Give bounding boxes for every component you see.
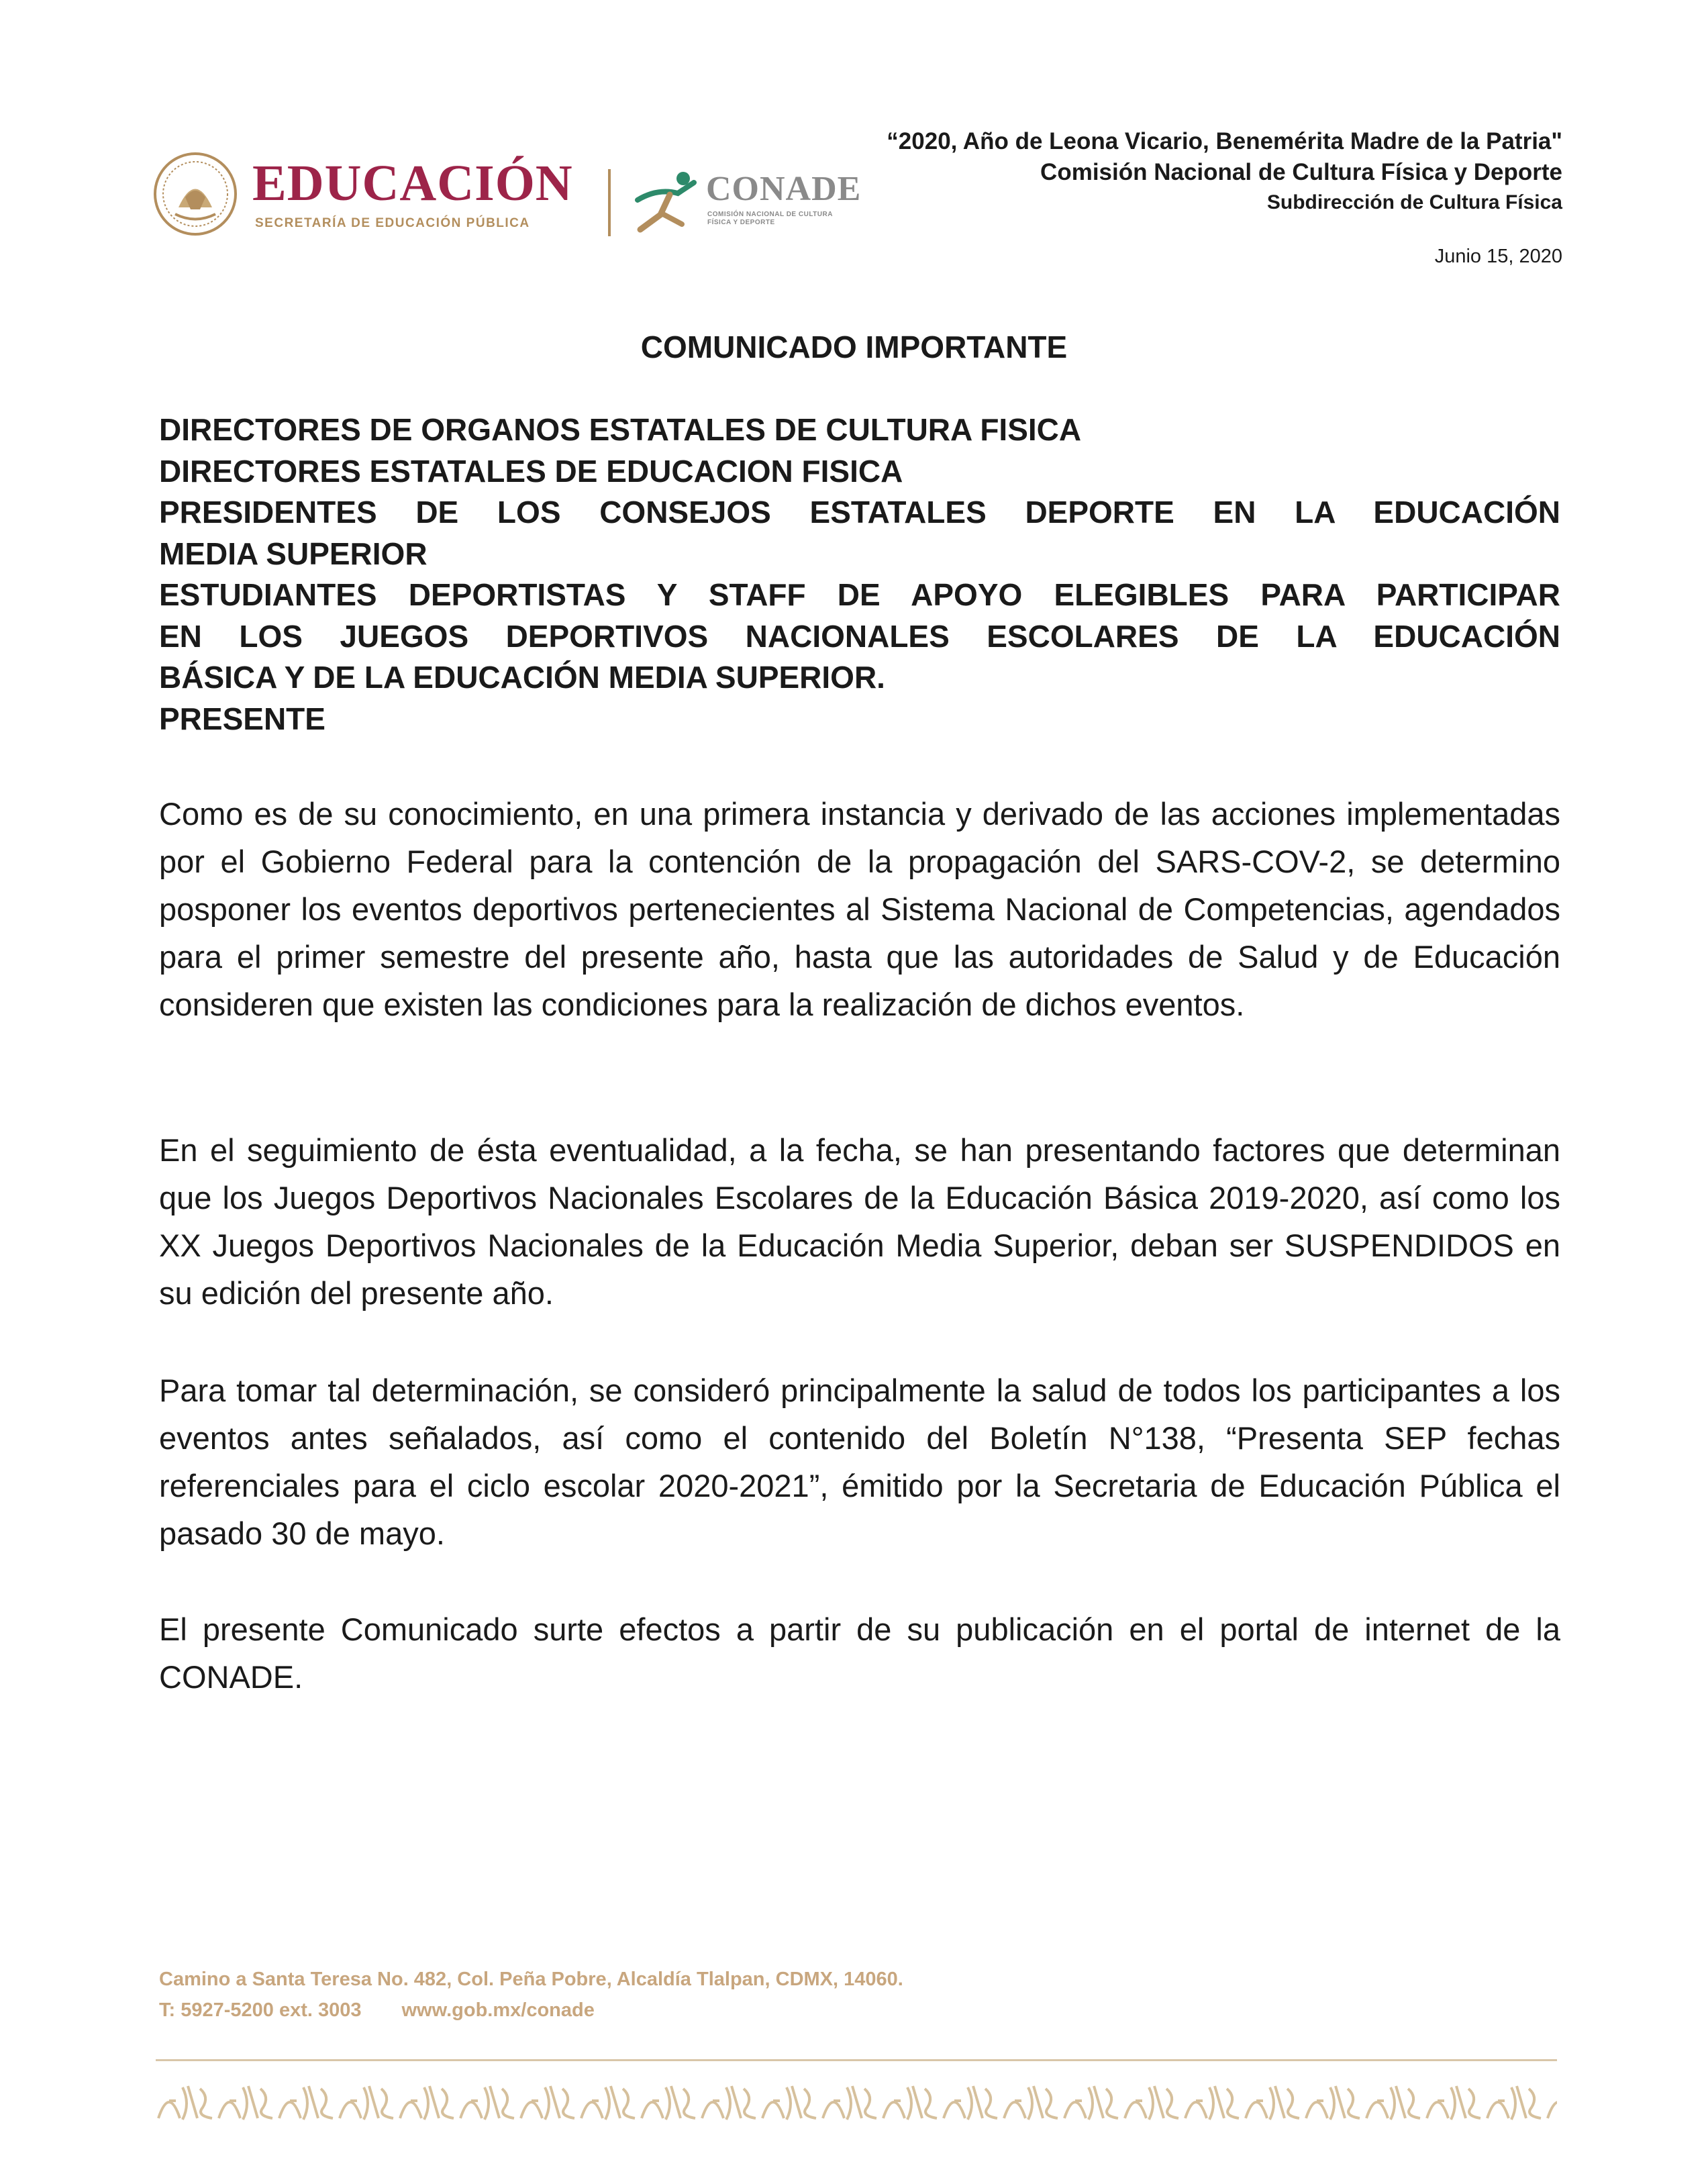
logo-educacion-subtitle: SECRETARÍA DE EDUCACIÓN PÚBLICA (255, 216, 530, 230)
body-paragraph-2: En el seguimiento de ésta eventualidad, a la fecha, se han presentando factores que determinan que los Juegos Deportivos Nacionales Escolares de la Educación Básica 2019-2020, así como los XX Juegos Deportivos Nacionales de la Educación Media Superior, deban ser SUSPENDIDOS en su edición del presente año. (159, 1132, 1560, 1311)
header-text-block (757, 126, 1562, 217)
recipient-line: DIRECTORES ESTATALES DE EDUCACION FISICA (159, 453, 903, 489)
recipient-line: PRESENTE (159, 701, 325, 736)
header-institution: Comisión Nacional de Cultura Física y Deporte (1040, 159, 1562, 185)
recipient-line: EN LOS JUEGOS DEPORTIVOS NACIONALES ESCOLARES DE LA EDUCACIÓN (159, 618, 1560, 654)
header-motto: “2020, Año de Leona Vicario, Benemérita Madre de la Patria" (887, 128, 1562, 154)
body-paragraph-3: Para tomar tal determinación, se consideró principalmente la salud de todos los participantes a los eventos antes señalados, así como el contenido del Boletín N°138, “Presenta SEP fechas referenciales para el ciclo escolar 2020-2021”, émitido por la Secretaria de Educación Pública el pasado 30 de mayo. (159, 1373, 1560, 1551)
recipient-line: ESTUDIANTES DEPORTISTAS Y STAFF DE APOYO ELEGIBLES PARA PARTICIPAR (159, 577, 1560, 612)
conade-runner-icon (631, 168, 705, 235)
document-date: Junio 15, 2020 (1434, 246, 1562, 267)
body-paragraph-1: Como es de su conocimiento, en una primera instancia y derivado de las acciones implementadas por el Gobierno Federal para la contención de la propagación del SARS-COV-2, se determino posponer los eventos deportivos pertenecientes al Sistema Nacional de Competencias, agendados para el primer semestre del presente año, hasta que las autoridades de Salud y de Educación consideren que existen las condiciones para la realización de dichos eventos. (159, 796, 1560, 1022)
footer-divider (156, 2059, 1557, 2061)
recipient-line: PRESIDENTES DE LOS CONSEJOS ESTATALES DEPORTE EN LA EDUCACIÓN (159, 495, 1560, 530)
footer-phone: T: 5927-5200 ext. 3003 (159, 1999, 362, 2021)
logo-educacion: EDUCACIÓN (252, 155, 573, 211)
header-logos (152, 149, 863, 243)
footer-contact-line (159, 1995, 903, 2026)
recipient-line: BÁSICA Y DE LA EDUCACIÓN MEDIA SUPERIOR. (159, 660, 885, 695)
footer-contact (159, 1964, 903, 2026)
footer-address: Camino a Santa Teresa No. 482, Col. Peña Pobre, Alcaldía Tlalpan, CDMX, 14060. (159, 1969, 903, 1990)
footer-website-link[interactable]: www.gob.mx/conade (401, 1999, 595, 2021)
recipient-line: MEDIA SUPERIOR (159, 536, 428, 571)
recipients-block (159, 409, 1560, 740)
logo-conade-subtitle: COMISIÓN NACIONAL DE CULTURA FÍSICA Y DEPORTE (707, 211, 833, 226)
logo-conade: CONADE (706, 170, 862, 208)
mexico-seal-icon (152, 150, 239, 238)
recipient-line: DIRECTORES DE ORGANOS ESTATALES DE CULTURA FISICA (159, 412, 1082, 447)
header-subdivision: Subdirección de Cultura Física (1266, 191, 1562, 213)
footer-decorative-pattern (156, 2081, 1557, 2124)
body-paragraph-4: El presente Comunicado surte efectos a partir de su publicación en el portal de internet de la CONADE. (159, 1611, 1560, 1695)
logo-divider (608, 169, 611, 236)
document-title: COMUNICADO IMPORTANTE (640, 330, 1068, 364)
